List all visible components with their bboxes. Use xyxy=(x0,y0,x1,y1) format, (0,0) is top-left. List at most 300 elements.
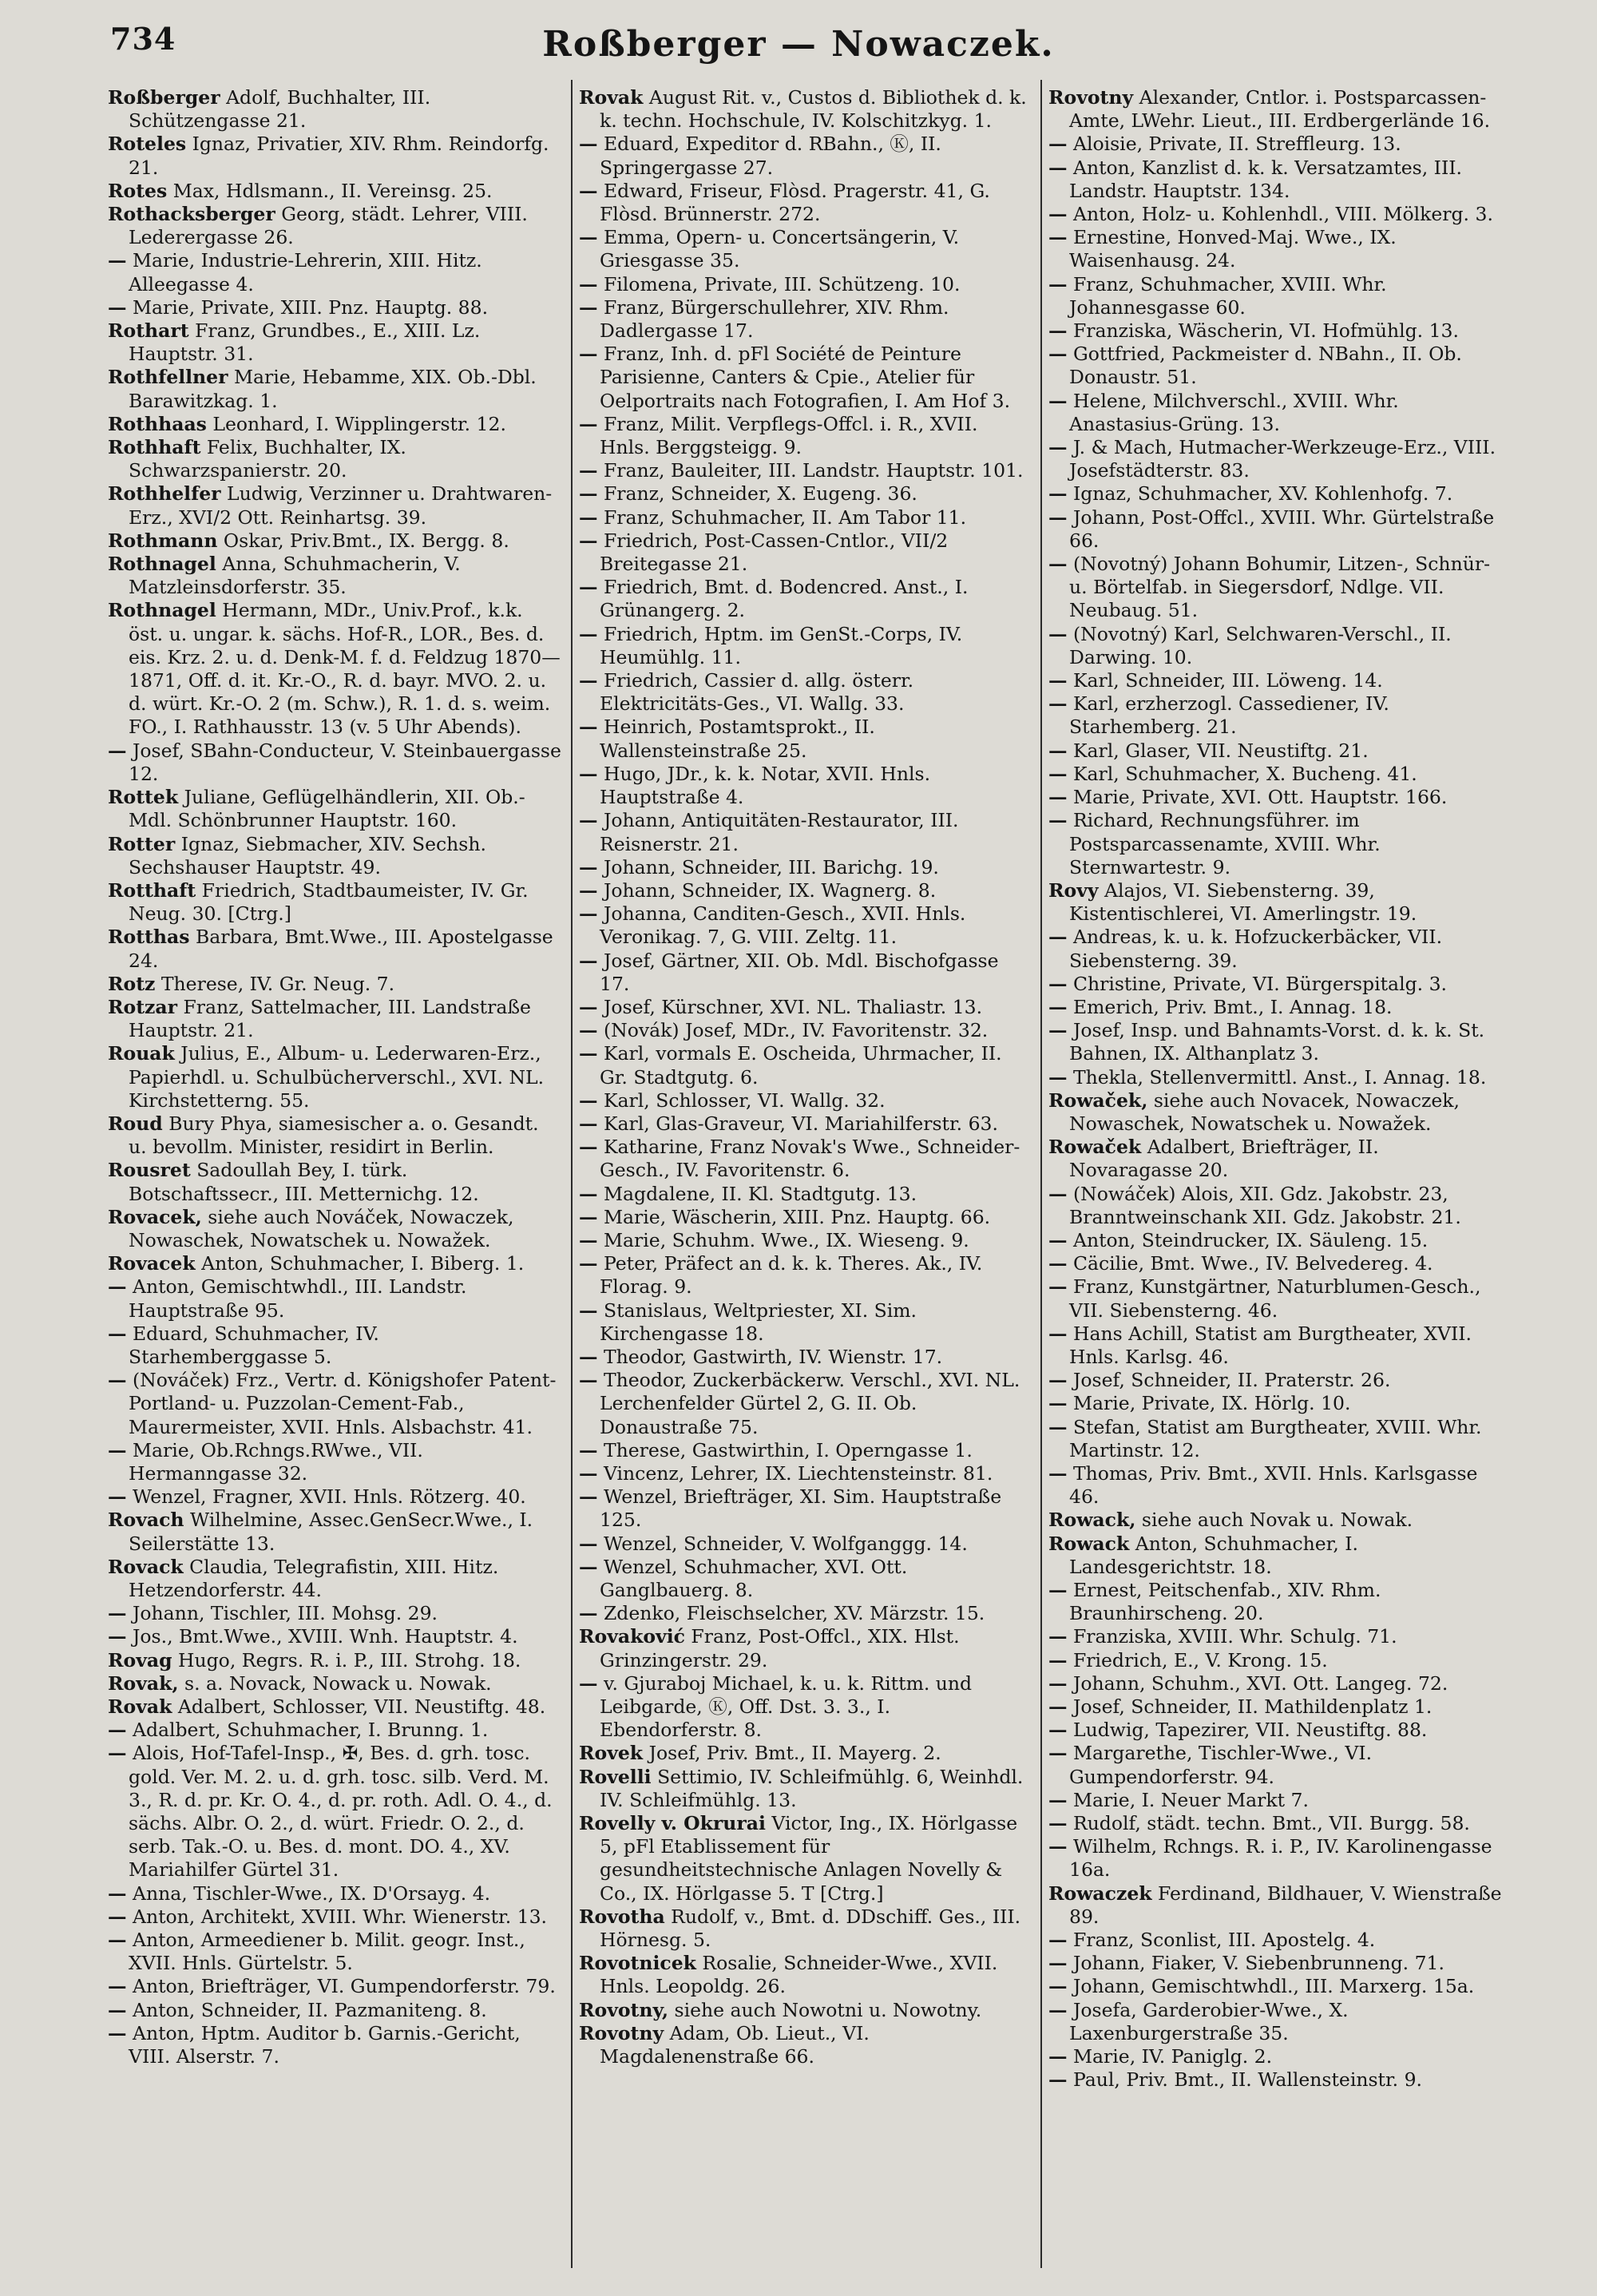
directory-entry xyxy=(1048,86,1502,133)
entry-details: Ignaz, Siebmacher, XIV. Sechsh. Sechshauser Hauptstr. 49. xyxy=(129,832,486,878)
entry-details: Felix, Buchhalter, IX. Schwarzspanierstr. 20. xyxy=(129,436,406,482)
directory-entry xyxy=(579,2022,1032,2068)
entry-details: Josef, Gärtner, XII. Ob. Mdl. Bischofgasse 17. xyxy=(597,949,999,995)
running-head: Roßberger — Nowaczek. xyxy=(542,24,1055,65)
repeat-dash: — xyxy=(1048,1415,1068,1438)
repeat-dash: — xyxy=(108,1882,127,1905)
repeat-dash: — xyxy=(1048,343,1068,366)
entry-details: Cäcilie, Bmt. Wwe., IV. Belvedereg. 4. xyxy=(1067,1252,1433,1275)
entry-details: Johann, Schuhm., XVI. Ott. Langeg. 72. xyxy=(1067,1671,1448,1695)
repeat-dash: — xyxy=(1048,1392,1068,1415)
directory-entry xyxy=(1048,1533,1502,1579)
entry-details: s. a. Novack, Nowack u. Nowak. xyxy=(178,1671,492,1695)
directory-entry xyxy=(1048,1625,1502,1648)
repeat-dash: — xyxy=(579,1252,598,1275)
entry-surname: Roud xyxy=(108,1112,163,1135)
directory-entry xyxy=(579,1183,1032,1206)
directory-entry xyxy=(108,786,561,832)
entry-details: Karl, Schneider, III. Löweng. 14. xyxy=(1067,669,1383,692)
entry-details: Anton, Schuhmacher, I. Biberg. 1. xyxy=(195,1252,525,1275)
directory-entry xyxy=(108,599,561,739)
repeat-dash: — xyxy=(579,878,598,902)
entry-details: Victor, Ing., IX. Hörlgasse 5, pFl Etablissement für gesundheitstechnische Anlagen Novelly & Co., IX. Hörlgasse 5. T [Ctrg.] xyxy=(600,1812,1018,1905)
directory-entry xyxy=(579,1112,1032,1136)
entry-details: Leonhard, I. Wipplingerstr. 12. xyxy=(206,412,506,435)
repeat-dash: — xyxy=(1048,1788,1068,1811)
repeat-dash: — xyxy=(108,1905,127,1928)
entry-details: August Rit. v., Custos d. Bibliothek d. k. k. techn. Hochschule, IV. Kolschitzkyg. 1. xyxy=(600,86,1027,133)
directory-entry xyxy=(1048,1742,1502,1788)
entry-details: Anton, Kanzlist d. k. k. Versatzamtes, III. Landstr. Hauptstr. 134. xyxy=(1067,156,1462,202)
entry-details: Josefa, Garderobier-Wwe., X. Laxenburgerstraße 35. xyxy=(1067,1998,1349,2044)
directory-entry xyxy=(579,86,1032,133)
entry-details: Anton, Holz- u. Kohlenhdl., VIII. Mölkerg. 3. xyxy=(1067,203,1493,226)
repeat-dash: — xyxy=(1048,669,1068,692)
entry-details: Johann, Tischler, III. Mohsg. 29. xyxy=(126,1602,438,1625)
directory-entry xyxy=(579,529,1032,576)
entry-details: Johann, Gemischtwhdl., III. Marxerg. 15a. xyxy=(1067,1975,1475,1998)
entry-details: Adalbert, Schlosser, VII. Neustiftg. 48. xyxy=(172,1695,546,1719)
entry-details: Franziska, XVIII. Whr. Schulg. 71. xyxy=(1067,1625,1397,1648)
entry-details: Theodor, Zuckerbäckerw. Verschl., XVI. NL. Lerchenfelder Gürtel 2, G. II. Ob. Donaustraße 75. xyxy=(597,1369,1020,1438)
entry-surname: Rovotny, xyxy=(579,1998,669,2021)
directory-entry xyxy=(1048,1369,1502,1392)
repeat-dash: — xyxy=(1048,1019,1068,1042)
entry-details: Emma, Opern- u. Concertsängerin, V. Griesgasse 35. xyxy=(597,226,960,272)
entry-details: Heinrich, Postamtsprokt., II. Wallensteinstraße 25. xyxy=(597,716,875,762)
directory-entry xyxy=(108,833,561,879)
repeat-dash: — xyxy=(1048,133,1068,156)
directory-entry xyxy=(1048,1929,1502,1952)
directory-entry xyxy=(579,902,1032,949)
entry-details: Franz, Schuhmacher, II. Am Tabor 11. xyxy=(597,506,967,529)
repeat-dash: — xyxy=(1048,1579,1068,1601)
directory-entry xyxy=(579,343,1032,413)
directory-entry xyxy=(108,1602,561,1625)
entry-details: Paul, Priv. Bmt., II. Wallensteinstr. 9. xyxy=(1067,2068,1423,2092)
entry-details: (Novotný) Johann Bohumir, Litzen-, Schnür- u. Börtelfab. in Siegersdorf, Ndlge. VII. Neubaug. 51. xyxy=(1067,553,1491,622)
repeat-dash: — xyxy=(579,133,598,156)
entry-details: J. & Mach, Hutmacher-Werkzeuge-Erz., VIII. Josefstädterstr. 83. xyxy=(1067,436,1496,482)
repeat-dash: — xyxy=(1048,506,1068,529)
entry-details: Karl, Schuhmacher, X. Bucheng. 41. xyxy=(1067,762,1417,785)
directory-entry xyxy=(579,273,1032,296)
entry-surname: Rowack, xyxy=(1048,1509,1136,1532)
directory-entry xyxy=(108,1556,561,1602)
directory-entry xyxy=(579,879,1032,902)
directory-entry xyxy=(108,1742,561,1882)
entry-details: Thomas, Priv. Bmt., XVII. Hnls. Karlsgasse 46. xyxy=(1067,1461,1478,1509)
repeat-dash: — xyxy=(579,482,598,506)
entry-details: Josef, SBahn-Conducteur, V. Steinbauergasse 12. xyxy=(126,739,561,785)
directory-entry xyxy=(579,1766,1032,1812)
entry-details: Johann, Schneider, III. Barichg. 19. xyxy=(597,855,939,878)
repeat-dash: — xyxy=(579,1461,598,1485)
directory-entry xyxy=(1048,996,1502,1019)
repeat-dash: — xyxy=(108,1929,127,1952)
column-1 xyxy=(108,86,561,2268)
entry-details: Marie, Ob.Rchngs.RWwe., VII. Hermanngasse 32. xyxy=(126,1438,423,1485)
directory-entry xyxy=(579,716,1032,762)
entry-details: Katharine, Franz Novak's Wwe., Schneider-Gesch., IV. Favoritenstr. 6. xyxy=(597,1136,1020,1182)
directory-entry xyxy=(1048,1136,1502,1182)
entry-details: Rosalie, Schneider-Wwe., XVII. Hnls. Leopoldg. 26. xyxy=(600,1952,998,1998)
directory-entry xyxy=(579,1485,1032,1532)
repeat-dash: — xyxy=(1048,1998,1068,2021)
repeat-dash: — xyxy=(108,1322,127,1345)
entry-surname: Rotes xyxy=(108,179,168,202)
entry-details: Karl, erzherzogl. Cassediener, IV. Starhemberg. 21. xyxy=(1067,692,1389,739)
repeat-dash: — xyxy=(108,1998,127,2021)
entry-surname: Rovak, xyxy=(108,1671,179,1695)
repeat-dash: — xyxy=(108,1625,127,1648)
directory-entry xyxy=(579,1812,1032,1905)
directory-entry xyxy=(1048,506,1502,553)
entry-details: Rudolf, v., Bmt. d. DDschiff. Ges., III. Hörnesg. 5. xyxy=(600,1905,1021,1952)
directory-entry xyxy=(579,459,1032,482)
repeat-dash: — xyxy=(579,1228,598,1251)
entry-surname: Rousret xyxy=(108,1159,191,1182)
directory-entry xyxy=(1048,1649,1502,1672)
directory-entry xyxy=(579,576,1032,622)
repeat-dash: — xyxy=(579,1089,598,1112)
entry-details: Adolf, Buchhalter, III. Schützengasse 21. xyxy=(129,86,431,133)
repeat-dash: — xyxy=(1048,319,1068,343)
directory-entry xyxy=(1048,1672,1502,1695)
directory-entry xyxy=(579,1672,1032,1743)
directory-entry xyxy=(108,879,561,926)
directory-entry xyxy=(1048,973,1502,996)
directory-entry xyxy=(1048,786,1502,809)
repeat-dash: — xyxy=(1048,1322,1068,1345)
entry-details: Anton, Schuhmacher, I. Landesgerichtstr. 18. xyxy=(1069,1532,1359,1578)
repeat-dash: — xyxy=(1048,1369,1068,1392)
page-number: 734 xyxy=(110,21,176,57)
directory-entry xyxy=(579,1602,1032,1625)
entry-surname: Rovach xyxy=(108,1509,184,1532)
directory-entry xyxy=(108,436,561,482)
entry-surname: Rothart xyxy=(108,319,189,343)
entry-surname: Rovak xyxy=(108,1695,172,1719)
entry-details: Therese, IV. Gr. Neug. 7. xyxy=(155,972,395,995)
directory-entry xyxy=(108,366,561,412)
entry-details: siehe auch Novak u. Nowak. xyxy=(1135,1509,1413,1532)
entry-details: Ferdinand, Bildhauer, V. Wienstraße 89. xyxy=(1069,1882,1502,1928)
repeat-dash: — xyxy=(579,995,598,1018)
repeat-dash: — xyxy=(579,1532,598,1555)
entry-surname: Rotthaft xyxy=(108,878,196,902)
entry-details: Anton, Architekt, XVIII. Whr. Wienerstr. 13. xyxy=(126,1905,548,1928)
column-2 xyxy=(579,86,1032,2268)
directory-entry xyxy=(579,1952,1032,1998)
directory-entry xyxy=(108,1509,561,1555)
directory-entry xyxy=(579,1742,1032,1765)
entry-details: Adam, Ob. Lieut., VI. Magdalenenstraße 66. xyxy=(600,2021,870,2068)
entry-details: Friedrich, Cassier d. allg. österr. Elektricitäts-Ges., VI. Wallg. 33. xyxy=(597,669,914,716)
directory-entry xyxy=(579,506,1032,529)
directory-entry xyxy=(579,1999,1032,2022)
directory-entry xyxy=(1048,1252,1502,1275)
entry-details: Josef, Kürschner, XVI. NL. Thaliastr. 13. xyxy=(597,995,983,1018)
directory-entry xyxy=(108,413,561,436)
directory-entry xyxy=(108,1275,561,1322)
directory-entry xyxy=(1048,482,1502,506)
repeat-dash: — xyxy=(1048,1835,1068,1858)
directory-entry xyxy=(1048,553,1502,623)
entry-details: Anna, Schuhmacherin, V. Matzleinsdorferstr. 35. xyxy=(129,553,461,599)
repeat-dash: — xyxy=(579,1345,598,1368)
directory-entry xyxy=(579,1019,1032,1042)
entry-details: Franz, Kunstgärtner, Naturblumen-Gesch., VII. Siebensterng. 46. xyxy=(1067,1275,1481,1322)
repeat-dash: — xyxy=(1048,622,1068,645)
entry-details: Franz, Post-Offcl., XIX. Hlst. Grinzingerstr. 29. xyxy=(600,1625,960,1671)
entry-details: (Nowáček) Alois, XII. Gdz. Jakobstr. 23, Branntweinschank XII. Gdz. Jakobstr. 21. xyxy=(1067,1182,1461,1228)
directory-entry xyxy=(1048,809,1502,879)
entry-surname: Rothfellner xyxy=(108,366,228,389)
entry-details: Johann, Post-Offcl., XVIII. Whr. Gürtelstraße 66. xyxy=(1067,506,1495,552)
entry-details: Friedrich, Bmt. d. Bodencred. Anst., I. Grünangerg. 2. xyxy=(597,576,969,622)
entry-details: Josef, Schneider, II. Mathildenplatz 1. xyxy=(1067,1695,1433,1719)
entry-surname: Roteles xyxy=(108,133,187,156)
directory-entry xyxy=(1048,273,1502,319)
entry-surname: Rowack xyxy=(1048,1532,1130,1555)
entry-details: Richard, Rechnungsführer. im Postsparcassenamte, XVIII. Whr. Sternwartestr. 9. xyxy=(1067,809,1381,878)
directory-entry xyxy=(108,86,561,133)
repeat-dash: — xyxy=(579,716,598,739)
repeat-dash: — xyxy=(579,529,598,552)
entry-details: Josef, Schneider, II. Praterstr. 26. xyxy=(1067,1369,1391,1392)
repeat-dash: — xyxy=(1048,226,1068,249)
entry-details: Adalbert, Schuhmacher, I. Brunng. 1. xyxy=(126,1719,489,1742)
directory-entry xyxy=(579,413,1032,459)
directory-entry xyxy=(1048,1416,1502,1462)
entry-details: Oskar, Priv.Bmt., IX. Bergg. 8. xyxy=(217,529,509,552)
repeat-dash: — xyxy=(108,2021,127,2044)
entry-details: Johann, Fiaker, V. Siebenbrunneng. 71. xyxy=(1067,1952,1444,1975)
repeat-dash: — xyxy=(1048,926,1068,949)
entry-details: Anton, Briefträger, VI. Gumpendorferstr. 79. xyxy=(126,1975,556,1998)
directory-entry xyxy=(108,1695,561,1719)
repeat-dash: — xyxy=(1048,1648,1068,1671)
repeat-dash: — xyxy=(579,506,598,529)
repeat-dash: — xyxy=(579,1205,598,1228)
directory-entry xyxy=(108,1999,561,2022)
entry-details: Franziska, Wäscherin, VI. Hofmühlg. 13. xyxy=(1067,319,1459,343)
entry-details: Josef, Insp. und Bahnamts-Vorst. d. k. k. St. Bahnen, IX. Althanplatz 3. xyxy=(1067,1019,1485,1065)
entry-details: Eduard, Expeditor d. RBahn., Ⓚ, II. Springergasse 27. xyxy=(597,133,941,179)
directory-entry xyxy=(1048,157,1502,203)
directory-entry xyxy=(108,482,561,529)
repeat-dash: — xyxy=(579,272,598,295)
directory-entry xyxy=(108,1042,561,1112)
entry-details: Alexander, Cntlor. i. Postsparcassen-Amte, LWehr. Lieut., III. Erdbergerlände 16. xyxy=(1069,86,1491,133)
entry-details: Hermann, MDr., Univ.Prof., k.k. öst. u. ungar. k. sächs. Hof-R., LOR., Bes. d. eis. Krz. 2. u. d. Denk-M. f. d. Feldzug 1870—1871, Off. d. it. Kr.-O., R. d. bayr. MVO. 2. u. d. würt. Kr.-O. 2 (m. Schw.), R. 1. d. s. weim. FO., I. Rathhausstr. 13 (v. 5 Uhr Abends). xyxy=(129,599,561,739)
entry-details: Helene, Milchverschl., XVIII. Whr. Anastasius-Grüng. 13. xyxy=(1067,389,1399,435)
repeat-dash: — xyxy=(1048,389,1068,412)
directory-entry xyxy=(1048,133,1502,156)
directory-entry xyxy=(108,203,561,249)
directory-entry xyxy=(1048,1835,1502,1882)
repeat-dash: — xyxy=(1048,1812,1068,1835)
entry-details: Friedrich, Stadtbaumeister, IV. Gr. Neug. 30. [Ctrg.] xyxy=(129,878,529,926)
repeat-dash: — xyxy=(579,1369,598,1392)
entry-details: Christine, Private, VI. Bürgerspitalg. 3. xyxy=(1067,972,1447,995)
entry-details: siehe auch Nováček, Nowaczek, Nowaschek, Nowatschek u. Nowažek. xyxy=(129,1205,514,1251)
repeat-dash: — xyxy=(579,1136,598,1159)
entry-details: Andreas, k. u. k. Hofzuckerbäcker, VII. Siebensterng. 39. xyxy=(1067,926,1443,972)
directory-entry xyxy=(108,1485,561,1509)
entry-surname: Rothmann xyxy=(108,529,218,552)
entry-details: Marie, IV. Paniglg. 2. xyxy=(1067,2045,1273,2068)
repeat-dash: — xyxy=(1048,482,1068,506)
entry-details: Thekla, Stellenvermittl. Anst., I. Annag. 18. xyxy=(1067,1065,1487,1089)
directory-entry xyxy=(579,1905,1032,1952)
entry-details: Anton, Hptm. Auditor b. Garnis.-Gericht, VIII. Alserstr. 7. xyxy=(126,2021,521,2068)
entry-details: Hugo, Regrs. R. i. P., III. Strohg. 18. xyxy=(172,1648,521,1671)
repeat-dash: — xyxy=(1048,1719,1068,1742)
entry-details: siehe auch Nowotni u. Nowotny. xyxy=(668,1998,982,2021)
entry-details: Hugo, JDr., k. k. Notar, XVII. Hnls. Hauptstraße 4. xyxy=(597,762,931,809)
directory-entry xyxy=(108,180,561,203)
repeat-dash: — xyxy=(108,1438,127,1461)
repeat-dash: — xyxy=(579,1602,598,1625)
entry-details: Friedrich, Hptm. im GenSt.-Corps, IV. Heumühlg. 11. xyxy=(597,622,963,668)
entry-surname: Rotter xyxy=(108,832,176,855)
repeat-dash: — xyxy=(1048,2068,1068,2092)
directory-entry xyxy=(108,740,561,786)
directory-entry xyxy=(1048,436,1502,482)
directory-entry xyxy=(1048,1275,1502,1322)
entry-details: Ignaz, Privatier, XIV. Rhm. Reindorfg. 21. xyxy=(129,133,549,179)
directory-entry xyxy=(108,973,561,996)
entry-details: Wilhelmine, Assec.GenSecr.Wwe., I. Seilerstätte 13. xyxy=(129,1509,533,1555)
entry-details: Friedrich, Post-Cassen-Cntlor., VII/2 Breitegasse 21. xyxy=(597,529,949,576)
repeat-dash: — xyxy=(1048,995,1068,1018)
repeat-dash: — xyxy=(1048,1952,1068,1975)
entry-surname: Rovack xyxy=(108,1555,184,1578)
repeat-dash: — xyxy=(108,249,127,272)
entry-details: Johanna, Canditen-Gesch., XVII. Hnls. Veronikag. 7, G. VIII. Zeltg. 11. xyxy=(597,902,966,949)
entry-surname: Rowaczek xyxy=(1048,1882,1152,1905)
entry-surname: Rovotny xyxy=(1048,86,1134,109)
entry-surname: Rovag xyxy=(108,1648,172,1671)
directory-entry xyxy=(108,2022,561,2068)
repeat-dash: — xyxy=(1048,1065,1068,1089)
directory-entry xyxy=(108,1112,561,1159)
entry-details: Wenzel, Schuhmacher, XVI. Ott. Ganglbauerg. 8. xyxy=(597,1555,908,1601)
entry-details: Franz, Schneider, X. Eugeng. 36. xyxy=(597,482,917,506)
repeat-dash: — xyxy=(1048,762,1068,785)
repeat-dash: — xyxy=(579,762,598,785)
directory-entry xyxy=(579,226,1032,272)
entry-details: Karl, vormals E. Oscheida, Uhrmacher, II. Gr. Stadtgutg. 6. xyxy=(597,1042,1002,1089)
repeat-dash: — xyxy=(108,739,127,762)
entry-surname: Rotz xyxy=(108,972,156,995)
repeat-dash: — xyxy=(108,1975,127,1998)
entry-details: (Novák) Josef, MDr., IV. Favoritenstr. 32. xyxy=(597,1019,989,1042)
directory-entry xyxy=(1048,1719,1502,1742)
entry-details: Ludwig, Tapezirer, VII. Neustiftg. 88. xyxy=(1067,1719,1428,1742)
entry-details: Theodor, Gastwirth, IV. Wienstr. 17. xyxy=(597,1345,943,1368)
directory-entry xyxy=(579,669,1032,716)
entry-details: Margarethe, Tischler-Wwe., VI. Gumpendorferstr. 94. xyxy=(1067,1742,1373,1788)
entry-details: Settimio, IV. Schleifmühlg. 6, Weinhdl. IV. Schleifmühlg. 13. xyxy=(600,1765,1024,1811)
repeat-dash: — xyxy=(1048,203,1068,226)
repeat-dash: — xyxy=(579,809,598,832)
repeat-dash: — xyxy=(108,1719,127,1742)
directory-entry xyxy=(108,296,561,319)
directory-entry xyxy=(108,1719,561,1742)
directory-entry xyxy=(1048,1579,1502,1625)
entry-surname: Rothhelfer xyxy=(108,482,221,506)
entry-details: Eduard, Schuhmacher, IV. Starhemberggasse 5. xyxy=(126,1322,379,1368)
directory-entry xyxy=(579,1252,1032,1299)
entry-details: Karl, Glaser, VII. Neustiftg. 21. xyxy=(1067,739,1369,762)
repeat-dash: — xyxy=(579,1182,598,1205)
directory-entry xyxy=(1048,879,1502,926)
entry-surname: Rovaković xyxy=(579,1625,685,1648)
directory-entry xyxy=(108,529,561,553)
directory-entry xyxy=(579,1369,1032,1439)
entry-details: Vincenz, Lehrer, IX. Liechtensteinstr. 81. xyxy=(597,1461,993,1485)
directory-entry xyxy=(108,1929,561,1975)
entry-details: Marie, I. Neuer Markt 7. xyxy=(1067,1788,1309,1811)
directory-entry xyxy=(1048,2068,1502,2092)
directory-entry xyxy=(579,1533,1032,1556)
entry-details: Marie, Industrie-Lehrerin, XIII. Hitz. Alleegasse 4. xyxy=(126,249,482,295)
entry-details: Rudolf, städt. techn. Bmt., VII. Burgg. 58. xyxy=(1067,1812,1470,1835)
directory-entry xyxy=(1048,226,1502,272)
directory-entry xyxy=(579,1346,1032,1369)
repeat-dash: — xyxy=(579,1438,598,1461)
repeat-dash: — xyxy=(579,226,598,249)
entry-details: Julius, E., Album- u. Lederwaren-Erz., Papierhdl. u. Schulbücherverschl., XVI. NL. Kirchstetterng. 55. xyxy=(129,1042,545,1112)
repeat-dash: — xyxy=(1048,809,1068,832)
directory-entry xyxy=(108,996,561,1042)
directory-entry xyxy=(1048,1999,1502,2045)
directory-entry xyxy=(579,996,1032,1019)
repeat-dash: — xyxy=(1048,692,1068,716)
directory-entry xyxy=(579,482,1032,506)
entry-details: Ludwig, Verzinner u. Drahtwaren-Erz., XVI/2 Ott. Reinhartsg. 39. xyxy=(129,482,553,529)
directory-entry xyxy=(579,1625,1032,1671)
repeat-dash: — xyxy=(108,1369,127,1392)
entry-details: Zdenko, Fleischselcher, XV. Märzstr. 15. xyxy=(597,1602,985,1625)
entry-surname: Rovek xyxy=(579,1742,644,1765)
directory-entry xyxy=(108,1672,561,1695)
entry-surname: Rothnagel xyxy=(108,553,216,576)
entry-details: Josef, Priv. Bmt., II. Mayerg. 2. xyxy=(643,1742,941,1765)
entry-surname: Rothnagel xyxy=(108,599,216,622)
entry-details: Hans Achill, Statist am Burgtheater, XVII. Hnls. Karlsg. 46. xyxy=(1067,1322,1472,1368)
entry-details: Edward, Friseur, Flòsd. Pragerstr. 41, G. Flòsd. Brünnerstr. 272. xyxy=(597,179,990,226)
repeat-dash: — xyxy=(108,1485,127,1509)
directory-entry xyxy=(579,1206,1032,1229)
directory-entry xyxy=(108,1206,561,1252)
entry-details: Franz, Bauleiter, III. Landstr. Hauptstr. 101. xyxy=(597,459,1024,482)
directory-entry xyxy=(1048,740,1502,763)
directory-entry xyxy=(1048,1392,1502,1415)
repeat-dash: — xyxy=(1048,1742,1068,1765)
directory-entry xyxy=(579,856,1032,879)
directory-entry xyxy=(108,1159,561,1205)
entry-surname: Rovelly v. Okrurai xyxy=(579,1812,766,1835)
entry-details: Marie, Private, XIII. Pnz. Hauptg. 88. xyxy=(126,295,489,319)
repeat-dash: — xyxy=(1048,1671,1068,1695)
entry-surname: Rovotny xyxy=(579,2021,664,2044)
entry-details: Wenzel, Schneider, V. Wolfganggg. 14. xyxy=(597,1532,968,1555)
repeat-dash: — xyxy=(1048,1625,1068,1648)
